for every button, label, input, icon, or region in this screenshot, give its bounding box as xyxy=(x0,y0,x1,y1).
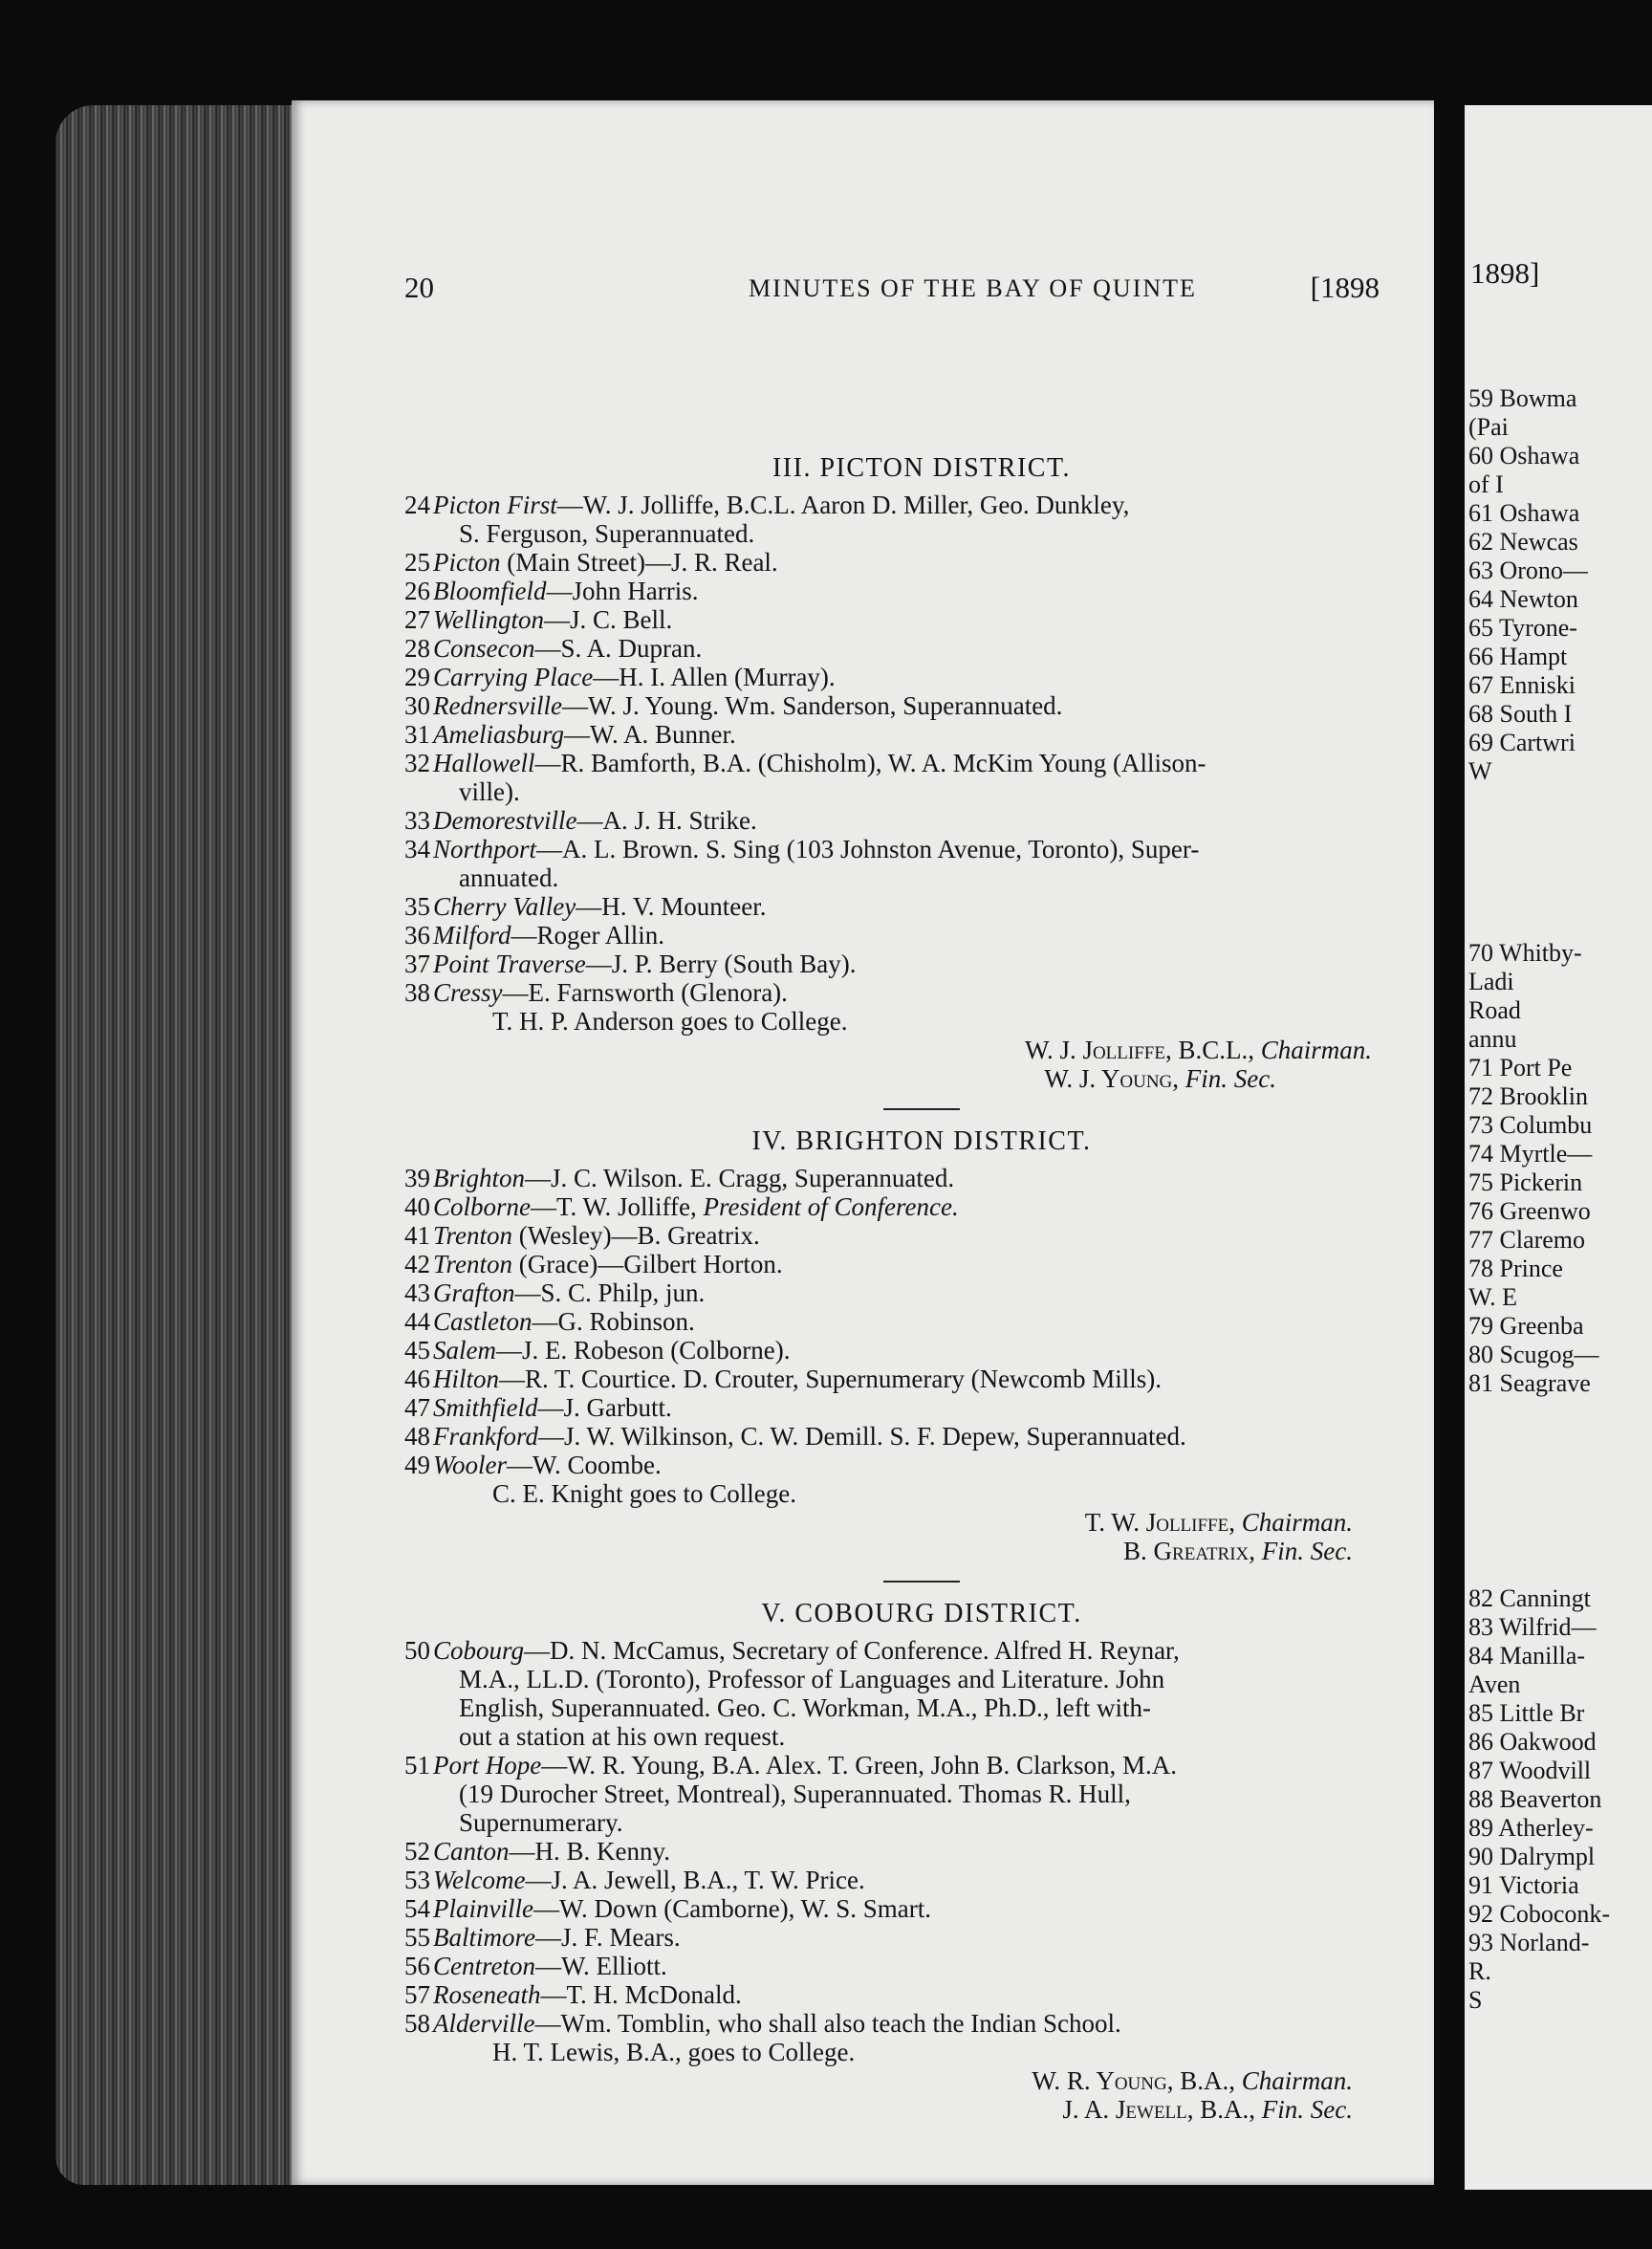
circuit-place: Plainville xyxy=(433,1894,533,1923)
circuit-text: —J. E. Robeson (Colborne). xyxy=(495,1336,791,1365)
circuit-place: Alderville xyxy=(433,2009,535,2038)
circuit-entry xyxy=(404,1307,1439,1336)
circuit-number: 38 xyxy=(404,978,430,1007)
right-entry: 74 Myrtle— xyxy=(1468,1140,1593,1168)
circuit-place: Welcome xyxy=(433,1866,526,1894)
right-page xyxy=(1465,105,1652,2190)
circuit-number: 43 xyxy=(404,1278,430,1307)
circuit-text: —J. F. Mears. xyxy=(535,1923,681,1952)
right-entry: 66 Hampt xyxy=(1468,643,1568,670)
right-entry: 77 Claremo xyxy=(1468,1226,1586,1254)
secretary-role: Fin. Sec. xyxy=(1185,1064,1276,1093)
circuit-entry xyxy=(404,1278,1439,1307)
secretary-name: J. A. Jewell, B.A., xyxy=(1062,2095,1262,2124)
circuit-text: —John Harris. xyxy=(546,577,699,605)
right-spacer xyxy=(1468,1398,1610,1584)
circuit-place: Milford xyxy=(433,921,511,950)
right-entry: Road xyxy=(1468,996,1521,1024)
circuit-entry xyxy=(404,605,1439,634)
circuit-place: Cherry Valley xyxy=(433,892,576,921)
circuit-text: —H. B. Kenny. xyxy=(509,1837,671,1866)
right-page-list xyxy=(1468,384,1610,2015)
circuit-place: Northport xyxy=(433,835,537,863)
circuit-place: Hilton xyxy=(433,1365,500,1393)
circuit-entry xyxy=(404,2009,1439,2038)
chairman-signature xyxy=(404,1036,1439,1064)
right-entry: 84 Manilla- xyxy=(1468,1642,1586,1670)
chairman-name: W. R. Young, B.A., xyxy=(1032,2066,1242,2095)
circuit-number: 30 xyxy=(404,691,430,720)
circuit-entry xyxy=(404,892,1439,921)
circuit-place: Cressy xyxy=(433,978,503,1007)
secretary-signature xyxy=(404,1537,1439,1565)
circuit-entry xyxy=(404,1192,1439,1221)
circuit-number: 35 xyxy=(404,892,430,921)
circuit-number: 41 xyxy=(404,1221,430,1250)
right-entry: W xyxy=(1468,757,1492,785)
circuit-number: 37 xyxy=(404,950,430,978)
circuit-place: Grafton xyxy=(433,1278,515,1307)
district-heading: III. PICTON DISTRICT. xyxy=(772,453,1071,483)
right-entry: Aven xyxy=(1468,1670,1521,1698)
circuit-number: 34 xyxy=(404,835,430,863)
book-page-edges xyxy=(55,105,306,2185)
right-page-year: 1898] xyxy=(1470,256,1540,290)
section-divider xyxy=(883,1108,960,1110)
circuit-place: Hallowell xyxy=(433,749,535,777)
circuit-text: —W. A. Bunner. xyxy=(564,720,736,749)
circuit-number: 28 xyxy=(404,634,430,663)
circuit-number: 49 xyxy=(404,1451,430,1479)
right-entry: 70 Whitby- xyxy=(1468,939,1582,967)
right-entry: 80 Scugog— xyxy=(1468,1341,1599,1368)
circuit-text: —H. I. Allen (Murray). xyxy=(593,663,836,691)
circuit-entry xyxy=(404,1365,1439,1393)
circuit-place: Picton xyxy=(433,548,501,577)
right-entry: 69 Cartwri xyxy=(1468,729,1576,756)
circuit-text: —J. Garbutt. xyxy=(537,1393,672,1422)
circuit-entry xyxy=(404,1980,1439,2009)
circuit-entry xyxy=(404,577,1439,605)
circuit-place: Smithfield xyxy=(433,1393,538,1422)
circuit-place: Wellington xyxy=(433,605,545,634)
circuit-number: 45 xyxy=(404,1336,430,1365)
circuit-place: Centreton xyxy=(433,1952,535,1980)
circuit-text: (Wesley)—B. Greatrix. xyxy=(512,1221,760,1250)
circuit-entry xyxy=(404,1923,1439,1952)
circuit-text: —R. Bamforth, B.A. (Chisholm), W. A. McKim Young (Allison- xyxy=(534,749,1206,777)
chairman-name: T. W. Jolliffe, xyxy=(1084,1508,1242,1537)
circuit-text: —J. C. Bell. xyxy=(544,605,673,634)
circuit-entry xyxy=(404,1393,1439,1422)
right-entry: 86 Oakwood xyxy=(1468,1728,1597,1756)
circuit-place: Carrying Place xyxy=(433,663,594,691)
circuit-continuation: S. Ferguson, Superannuated. xyxy=(433,519,755,548)
right-entry: 65 Tyrone- xyxy=(1468,614,1577,642)
circuit-number: 25 xyxy=(404,548,430,577)
circuit-number: 33 xyxy=(404,806,430,835)
circuit-text: —S. C. Philp, jun. xyxy=(514,1278,706,1307)
circuit-text: —R. T. Courtice. D. Crouter, Supernumerary (Newcomb Mills). xyxy=(499,1365,1163,1393)
circuit-text: —W. Down (Camborne), W. S. Smart. xyxy=(533,1894,931,1923)
circuit-text: —T. H. McDonald. xyxy=(540,1980,742,2009)
right-entry: 64 Newton xyxy=(1468,585,1578,613)
right-entry: W. E xyxy=(1468,1283,1518,1311)
section-divider xyxy=(883,1581,960,1583)
circuit-continuation: ville). xyxy=(433,777,520,806)
right-entry: R. xyxy=(1468,1957,1491,1985)
right-entry: 62 Newcas xyxy=(1468,528,1578,556)
circuit-place: Point Traverse xyxy=(433,950,586,978)
circuit-entry xyxy=(404,720,1439,749)
circuit-number: 24 xyxy=(404,491,430,519)
circuit-continuation: M.A., LL.D. (Toronto), Professor of Languages and Literature. John xyxy=(433,1665,1165,1693)
circuit-note: President of Conference. xyxy=(703,1192,959,1221)
page-content xyxy=(404,454,1439,2124)
circuit-entry xyxy=(404,921,1439,950)
right-entry: 88 Beaverton xyxy=(1468,1785,1602,1813)
right-entry: 92 Coboconk- xyxy=(1468,1900,1611,1928)
circuit-entry xyxy=(404,1221,1439,1250)
circuit-number: 27 xyxy=(404,605,430,634)
circuit-number: 56 xyxy=(404,1952,430,1980)
circuit-text: —Roger Allin. xyxy=(511,921,665,950)
circuit-number: 48 xyxy=(404,1422,430,1451)
circuit-number: 32 xyxy=(404,749,430,777)
right-entry: 85 Little Br xyxy=(1468,1699,1585,1727)
circuit-entry xyxy=(404,663,1439,691)
circuit-number: 58 xyxy=(404,2009,430,2038)
circuit-text: —Wm. Tomblin, who shall also teach the Indian School. xyxy=(534,2009,1121,2038)
chairman-signature xyxy=(404,2066,1439,2095)
circuit-entry xyxy=(404,1336,1439,1365)
circuit-text: —W. Elliott. xyxy=(535,1952,667,1980)
circuit-text: —W. J. Jolliffe, B.C.L. Aaron D. Miller, Geo. Dunkley, xyxy=(556,491,1130,519)
circuit-place: Trenton xyxy=(433,1250,513,1278)
circuit-entry xyxy=(404,1866,1439,1894)
circuit-place: Canton xyxy=(433,1837,510,1866)
circuit-text: —A. J. H. Strike. xyxy=(576,806,757,835)
circuit-text: —E. Farnsworth (Glenora). xyxy=(502,978,788,1007)
circuit-number: 31 xyxy=(404,720,430,749)
circuit-entry xyxy=(404,950,1439,978)
chairman-signature xyxy=(404,1508,1439,1537)
circuit-number: 29 xyxy=(404,663,430,691)
right-entry: S xyxy=(1468,1986,1483,2014)
circuit-place: Ameliasburg xyxy=(433,720,564,749)
district-heading: IV. BRIGHTON DISTRICT. xyxy=(751,1126,1092,1156)
right-entry: 83 Wilfrid— xyxy=(1468,1613,1597,1641)
right-entry: 60 Oshawa xyxy=(1468,442,1580,469)
circuit-entry xyxy=(404,806,1439,835)
right-spacer xyxy=(1468,786,1610,939)
right-entry: 61 Oshawa xyxy=(1468,499,1580,527)
secretary-role: Fin. Sec. xyxy=(1261,1537,1353,1565)
chairman-role: Chairman. xyxy=(1260,1036,1372,1064)
circuit-number: 44 xyxy=(404,1307,430,1336)
circuit-number: 36 xyxy=(404,921,430,950)
right-entry: 81 Seagrave xyxy=(1468,1369,1591,1397)
college-note: T. H. P. Anderson goes to College. xyxy=(492,1007,848,1036)
circuit-entry xyxy=(404,978,1439,1007)
page-header xyxy=(404,271,1418,318)
circuit-entry xyxy=(404,1422,1439,1451)
circuit-text: —A. L. Brown. S. Sing (103 Johnston Avenue, Toronto), Super- xyxy=(536,835,1200,863)
circuit-entry xyxy=(404,1751,1439,1780)
circuit-place: Consecon xyxy=(433,634,535,663)
right-entry: 89 Atherley- xyxy=(1468,1814,1594,1842)
college-note: H. T. Lewis, B.A., goes to College. xyxy=(492,2038,856,2066)
circuit-text: —T. W. Jolliffe, xyxy=(531,1192,704,1221)
circuit-place: Bloomfield xyxy=(433,577,547,605)
district-heading: V. COBOURG DISTRICT. xyxy=(761,1599,1082,1628)
circuit-text: —W. J. Young. Wm. Sanderson, Superannuated. xyxy=(561,691,1063,720)
circuit-text: —H. V. Mounteer. xyxy=(576,892,767,921)
circuit-continuation: (19 Durocher Street, Montreal), Superannuated. Thomas R. Hull, xyxy=(433,1780,1131,1808)
right-entry: (Pai xyxy=(1468,413,1509,441)
circuit-text: —G. Robinson. xyxy=(532,1307,695,1336)
circuit-entry xyxy=(404,691,1439,720)
circuit-entry xyxy=(404,548,1439,577)
right-entry: Ladi xyxy=(1468,968,1514,995)
circuit-place: Demorestville xyxy=(433,806,577,835)
secretary-name: W. J. Young, xyxy=(1044,1064,1185,1093)
circuit-text: —J. P. Berry (South Bay). xyxy=(585,950,857,978)
circuit-text: —J. A. Jewell, B.A., T. W. Price. xyxy=(525,1866,865,1894)
circuit-number: 39 xyxy=(404,1164,430,1192)
secretary-role: Fin. Sec. xyxy=(1261,2095,1353,2124)
circuit-place: Cobourg xyxy=(433,1636,525,1665)
circuit-entry xyxy=(404,1451,1439,1479)
circuit-text: (Grace)—Gilbert Horton. xyxy=(512,1250,783,1278)
circuit-text: —W. R. Young, B.A. Alex. T. Green, John B. Clarkson, M.A. xyxy=(541,1751,1178,1780)
right-entry: 59 Bowma xyxy=(1468,384,1577,412)
circuit-text: —W. Coombe. xyxy=(507,1451,662,1479)
circuit-place: Salem xyxy=(433,1336,496,1365)
secretary-name: B. Greatrix, xyxy=(1123,1537,1262,1565)
right-entry: of I xyxy=(1468,470,1504,498)
right-entry: 72 Brooklin xyxy=(1468,1082,1588,1110)
right-entry: 67 Enniski xyxy=(1468,671,1576,699)
right-entry: 78 Prince xyxy=(1468,1255,1563,1282)
circuit-place: Trenton xyxy=(433,1221,513,1250)
circuit-continuation: out a station at his own request. xyxy=(433,1722,786,1751)
circuit-number: 42 xyxy=(404,1250,430,1278)
circuit-text: —J. W. Wilkinson, C. W. Demill. S. F. Depew, Superannuated. xyxy=(538,1422,1186,1451)
secretary-signature xyxy=(404,2095,1439,2124)
circuit-number: 57 xyxy=(404,1980,430,2009)
right-entry: 63 Orono— xyxy=(1468,557,1588,584)
circuit-place: Frankford xyxy=(433,1422,538,1451)
circuit-number: 54 xyxy=(404,1894,430,1923)
circuit-place: Roseneath xyxy=(433,1980,541,2009)
circuit-entry xyxy=(404,835,1439,863)
circuit-continuation: annuated. xyxy=(433,863,559,892)
circuit-entry xyxy=(404,491,1439,519)
right-entry: 90 Dalrympl xyxy=(1468,1843,1596,1870)
circuit-continuation: English, Superannuated. Geo. C. Workman, M.A., Ph.D., left with- xyxy=(433,1693,1151,1722)
circuit-text: (Main Street)—J. R. Real. xyxy=(500,548,778,577)
circuit-entry xyxy=(404,634,1439,663)
circuit-number: 51 xyxy=(404,1751,430,1780)
right-entry: 71 Port Pe xyxy=(1468,1054,1573,1081)
right-entry: 68 South I xyxy=(1468,700,1573,728)
right-entry: 91 Victoria xyxy=(1468,1871,1579,1899)
circuit-text: —S. A. Dupran. xyxy=(534,634,703,663)
chairman-role: Chairman. xyxy=(1241,2066,1353,2095)
right-entry: annu xyxy=(1468,1025,1517,1053)
right-entry: 87 Woodvill xyxy=(1468,1757,1592,1784)
circuit-number: 26 xyxy=(404,577,430,605)
left-page xyxy=(292,100,1434,2185)
circuit-number: 52 xyxy=(404,1837,430,1866)
circuit-entry xyxy=(404,1636,1439,1665)
circuit-place: Colborne xyxy=(433,1192,532,1221)
right-entry: 93 Norland- xyxy=(1468,1929,1590,1956)
circuit-continuation: Supernumerary. xyxy=(433,1808,623,1837)
circuit-entry xyxy=(404,1952,1439,1980)
circuit-entry xyxy=(404,749,1439,777)
right-entry: 75 Pickerin xyxy=(1468,1168,1583,1196)
circuit-place: Rednersville xyxy=(433,691,562,720)
circuit-number: 40 xyxy=(404,1192,430,1221)
circuit-text: —J. C. Wilson. E. Cragg, Superannuated. xyxy=(525,1164,955,1192)
right-entry: 73 Columbu xyxy=(1468,1111,1593,1139)
circuit-number: 50 xyxy=(404,1636,430,1665)
page-number: 20 xyxy=(404,271,434,304)
circuit-number: 46 xyxy=(404,1365,430,1393)
circuit-number: 53 xyxy=(404,1866,430,1894)
circuit-place: Brighton xyxy=(433,1164,526,1192)
secretary-signature xyxy=(404,1064,1439,1093)
circuit-entry xyxy=(404,1894,1439,1923)
circuit-place: Castleton xyxy=(433,1307,533,1336)
running-title: MINUTES OF THE BAY OF QUINTE xyxy=(749,274,1197,302)
college-note: C. E. Knight goes to College. xyxy=(492,1479,796,1508)
circuit-entry xyxy=(404,1837,1439,1866)
right-entry: 76 Greenwo xyxy=(1468,1197,1591,1225)
right-entry: 82 Canningt xyxy=(1468,1584,1591,1612)
circuit-number: 47 xyxy=(404,1393,430,1422)
circuit-place: Port Hope xyxy=(433,1751,542,1780)
circuit-place: Wooler xyxy=(433,1451,508,1479)
chairman-role: Chairman. xyxy=(1241,1508,1353,1537)
header-year: [1898 xyxy=(1310,271,1380,304)
circuit-text: —D. N. McCamus, Secretary of Conference. Alfred H. Reynar, xyxy=(524,1636,1180,1665)
chairman-name: W. J. Jolliffe, B.C.L., xyxy=(1024,1036,1261,1064)
circuit-entry xyxy=(404,1250,1439,1278)
circuit-number: 55 xyxy=(404,1923,430,1952)
right-entry: 79 Greenba xyxy=(1468,1312,1584,1340)
circuit-place: Baltimore xyxy=(433,1923,535,1952)
circuit-entry xyxy=(404,1164,1439,1192)
circuit-place: Picton First xyxy=(433,491,557,519)
